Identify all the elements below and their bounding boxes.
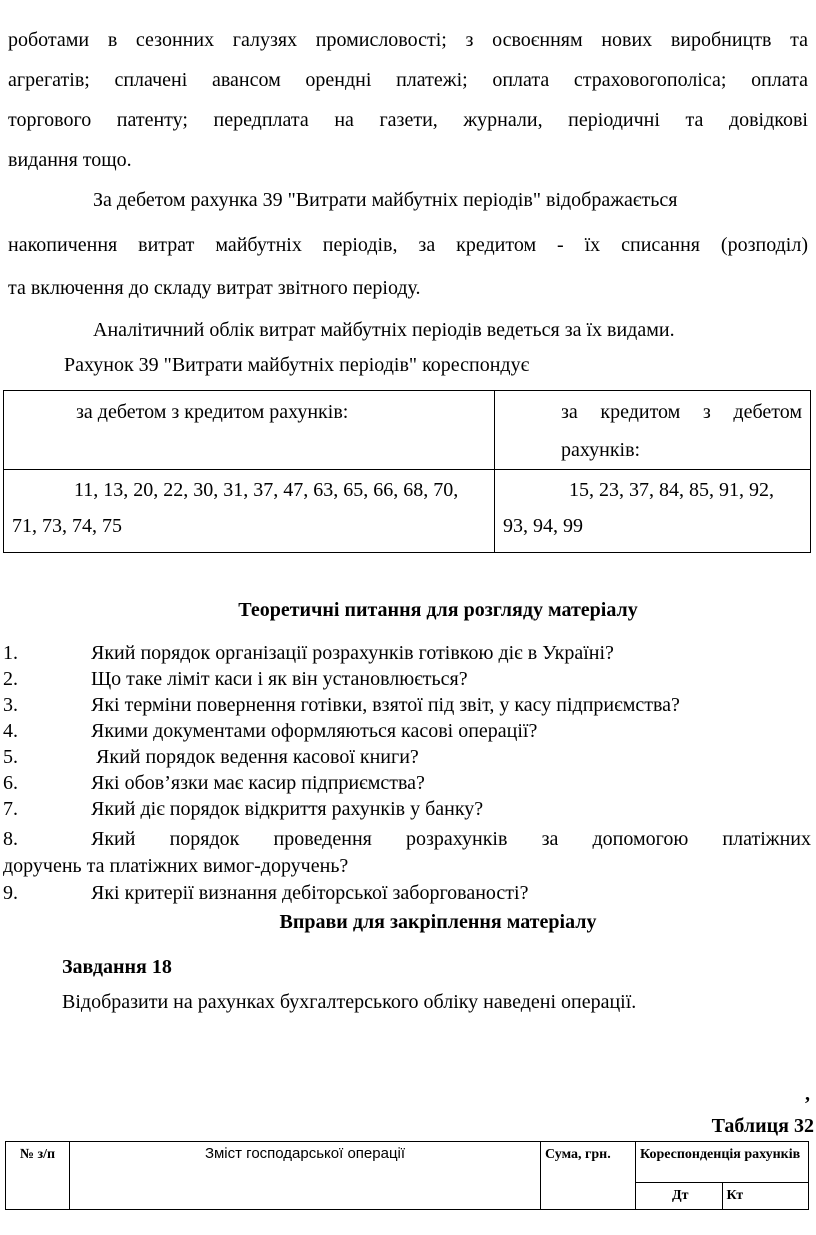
- col-num-header: № з/п: [6, 1142, 70, 1210]
- questions-title: Теоретичні питання для розгляду матеріалу: [238, 599, 638, 621]
- intro-line-4: видання тощо.: [8, 149, 132, 171]
- corr-head-right: за кредитом з дебетом рахунків:: [495, 391, 811, 470]
- question-8-cont: доручень та платіжних вимог-доручень?: [3, 855, 349, 877]
- question-5-text: Який порядок ведення касової книги?: [91, 746, 419, 768]
- table-caption: Таблиця 32: [711, 1115, 814, 1137]
- intro-line-1: роботами в сезонних галузях промисловості; з освоєнням нових виробництв та: [8, 29, 808, 51]
- question-4-num: 4.: [3, 720, 18, 742]
- question-7-num: 7.: [3, 798, 18, 820]
- debit-line-3: та включення до складу витрат звітного періоду.: [8, 277, 421, 299]
- debit-line-2: накопичення витрат майбутніх періодів, за кредитом - їх списання (розподіл): [8, 234, 808, 256]
- question-3-num: 3.: [3, 694, 18, 716]
- question-6-text: Які обов’язки має касир підприємства?: [91, 772, 425, 794]
- corr-head-left: за дебетом з кредитом рахунків:: [4, 391, 495, 470]
- operations-table: [5, 1141, 809, 1210]
- col-corr-header: Кореспонденція рахунків: [636, 1142, 809, 1183]
- question-5-num: 5.: [3, 746, 18, 768]
- analytic-line: Аналітичний облік витрат майбутніх періодів ведеться за їх видами.: [93, 319, 675, 341]
- question-2-text: Що таке ліміт каси і як він установлюється?: [91, 668, 468, 690]
- question-1-text: Який порядок організації розрахунків готівкою діє в Україні?: [91, 642, 614, 664]
- question-9-text: Які критерії визнання дебіторської заборгованості?: [91, 882, 529, 904]
- corr-right-values: 15, 23, 37, 84, 85, 91, 92, 93, 94, 99: [495, 470, 811, 553]
- task-title: Завдання 18: [62, 956, 172, 978]
- corr-left-values: 11, 13, 20, 22, 30, 31, 37, 47, 63, 65, 66, 68, 70, 71, 73, 74, 75: [4, 470, 495, 553]
- question-6-num: 6.: [3, 772, 18, 794]
- corr-intro: Рахунок 39 "Витрати майбутніх періодів" кореспондує: [64, 354, 530, 376]
- debit-line-1: За дебетом рахунка 39 "Витрати майбутніх періодів" відображається: [93, 189, 678, 211]
- question-2-num: 2.: [3, 668, 18, 690]
- question-8-text: Який порядок проведення розрахунків за допомогою платіжних: [91, 828, 811, 850]
- question-9-num: 9.: [3, 882, 18, 904]
- question-7-text: Який діє порядок відкриття рахунків у банку?: [91, 798, 484, 820]
- exercises-title: Вправи для закріплення матеріалу: [279, 911, 597, 933]
- task-text: Відобразити на рахунках бухгалтерського обліку наведені операції.: [62, 991, 637, 1013]
- col-content-header: Зміст господарської операції: [70, 1142, 541, 1210]
- stray-comma: ,: [805, 1083, 810, 1105]
- question-4-text: Якими документами оформляються касові операції?: [91, 720, 538, 742]
- col-dt-header: Дт: [636, 1183, 723, 1210]
- question-1-num: 1.: [3, 642, 18, 664]
- intro-line-3: торгового патенту; передплата на газети, журнали, періодичні та довідкові: [8, 109, 808, 131]
- correspondence-table: [3, 390, 811, 553]
- question-3-text: Які терміни повернення готівки, взятої під звіт, у касу підприємства?: [91, 694, 680, 716]
- question-8-num: 8.: [3, 828, 18, 850]
- col-sum-header: Сума, грн.: [541, 1142, 636, 1210]
- intro-line-2: агрегатів; сплачені авансом орендні платежі; оплата страховогополіса; оплата: [8, 69, 808, 91]
- col-kt-header: Кт: [722, 1183, 809, 1210]
